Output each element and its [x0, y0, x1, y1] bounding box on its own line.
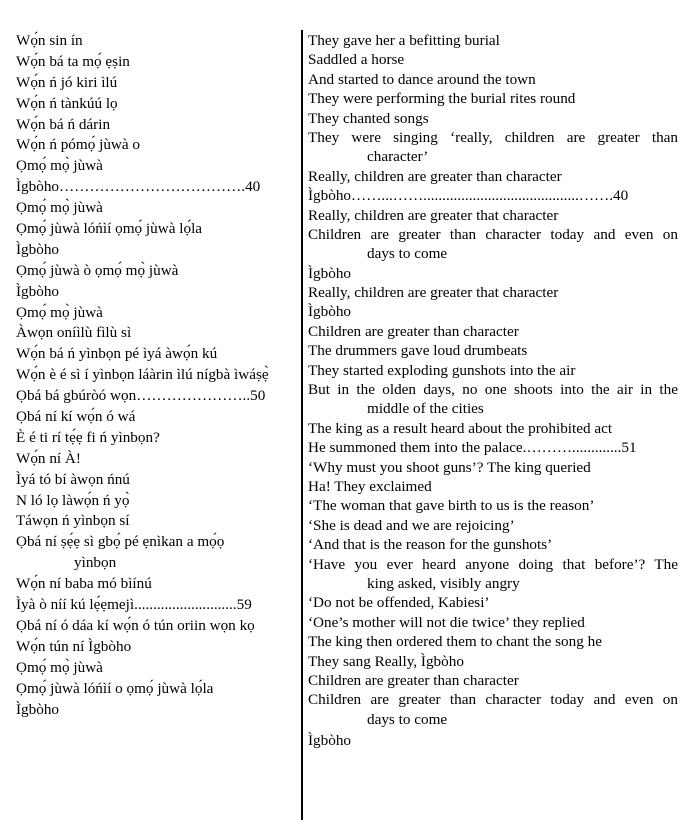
english-line: ‘The woman that gave birth to us is the reason’: [308, 497, 595, 515]
english-line: They were singing ‘really, children are greater than: [308, 128, 678, 146]
yoruba-line: Ọmọ́ mọ̀ jùwà: [16, 303, 103, 321]
yoruba-line: Ìyà ò níí kú lẹ́ẹmejì...........................59: [16, 596, 252, 614]
english-line-continuation: king asked, visibly angry: [367, 574, 520, 592]
english-line: Really, children are greater that character: [308, 206, 559, 224]
english-line: The king then ordered them to chant the song he: [308, 633, 602, 651]
english-line-continuation: middle of the cities: [367, 400, 484, 418]
column-divider: [301, 30, 303, 820]
yoruba-line: Ìyá tó bí àwọn ńnú: [16, 470, 130, 488]
english-line: Children are greater than character today and even on: [308, 691, 678, 709]
yoruba-line: N ló lọ làwọ́n ń yọ̀: [16, 491, 130, 509]
english-line: ‘Why must you shoot guns’? The king queried: [308, 458, 591, 476]
yoruba-line: È é ti rí tẹ́ẹ fi ń yìnbọn?: [16, 428, 160, 446]
yoruba-line: Ọbá ní ṣẹ́ẹ sì gbọ́ pé ẹnìkan a mọ́ọ: [16, 533, 225, 551]
yoruba-line: Wọ́n ń tànkúú lọ: [16, 94, 118, 112]
yoruba-line: Wọ́n ní baba mó bìínú: [16, 575, 152, 593]
yoruba-line: Wọ́n bá ń dárin: [16, 115, 111, 133]
yoruba-line: Ọmọ́ jùwà ò ọmọ́ mọ̀ jùwà: [16, 261, 179, 279]
english-line: Really, children are greater than character: [308, 167, 562, 185]
yoruba-text-column: [16, 31, 298, 720]
yoruba-line: Ìgbòho……………………………….40: [16, 178, 261, 196]
english-line: The drummers gave loud drumbeats: [308, 342, 528, 360]
english-line-continuation: character’: [367, 148, 429, 166]
yoruba-line: Ìgbòho: [16, 282, 60, 300]
english-line: But in the olden days, no one shoots into the air in the: [308, 381, 678, 399]
english-line: Ìgbòho: [308, 732, 352, 750]
english-line-continuation: days to come: [367, 245, 448, 263]
yoruba-line: Wọ́n bá ta mọ́ ẹṣin: [16, 52, 130, 70]
english-line: Ìgbòho: [308, 264, 352, 282]
yoruba-line: Ọmọ́ jùwà lóńìí ọmọ́ jùwà lọ́la: [16, 220, 203, 238]
yoruba-line: Ọmọ́ mọ̀ jùwà: [16, 199, 103, 217]
yoruba-line: Ọbá bá gbúròó wọn…………………..50: [16, 387, 266, 405]
english-line: He summoned them into the palace.……….............51: [308, 439, 637, 457]
english-line: Children are greater than character today and even on: [308, 225, 678, 243]
english-line: Ha! They exclaimed: [308, 477, 432, 495]
english-line: Children are greater than character: [308, 671, 519, 689]
yoruba-line: Àwọn oníìlù fìlù sì: [16, 324, 132, 342]
yoruba-line: Wọ́n ń jó kiri ìlú: [16, 73, 118, 91]
english-line: ‘Do not be offended, Kabiesi’: [308, 594, 490, 612]
yoruba-line: Wọ́n tún ní Ìgbòho: [16, 637, 132, 655]
english-line: The king as a result heard about the prohibited act: [308, 419, 613, 437]
english-line: They sang Really, Ìgbòho: [308, 652, 464, 670]
english-line: ‘And that is the reason for the gunshots’: [308, 536, 553, 554]
yoruba-line: Ọbá ní kí wọ́n ó wá: [16, 408, 136, 426]
yoruba-line: Ìgbòho: [16, 240, 60, 258]
english-translation-column: [308, 31, 678, 750]
english-line: Saddled a horse: [308, 51, 405, 69]
english-line: ‘She is dead and we are rejoicing’: [308, 516, 515, 534]
yoruba-line: Wọ́n ní À!: [16, 449, 81, 467]
english-line: Really, children are greater that character: [308, 284, 559, 302]
yoruba-line: Wọ́n è é sì í yìnbọn láàrin ìlú nígbà ìwáṣẹ̀: [16, 366, 269, 384]
english-line: Ìgbòho: [308, 303, 352, 321]
english-line: Ìgbòho……...…….........................................…….40: [308, 187, 629, 205]
yoruba-line: Ọbá ní ó dáa kí wọ́n ó tún oriin wọn kọ: [16, 616, 255, 634]
yoruba-line: Ọmọ́ mọ̀ jùwà: [16, 658, 103, 676]
english-line: ‘Have you ever heard anyone doing that before’? The: [308, 555, 678, 573]
english-line: Children are greater than character: [308, 322, 519, 340]
english-line: They gave her a befitting burial: [308, 32, 500, 49]
english-line: And started to dance around the town: [308, 70, 536, 88]
english-line: They started exploding gunshots into the air: [308, 361, 576, 379]
yoruba-line: Ọmọ́ mọ̀ jùwà: [16, 157, 103, 175]
yoruba-line: Ìgbòho: [16, 700, 60, 718]
english-line: They were performing the burial rites round: [308, 90, 576, 108]
english-line: ‘One’s mother will not die twice’ they replied: [308, 613, 585, 631]
yoruba-line: Wọ́n ń pómọ́ jùwà o: [16, 136, 141, 154]
english-line: They chanted songs: [308, 109, 429, 127]
yoruba-line: Wọ́n sin ín: [16, 32, 83, 49]
yoruba-line: Táwọn ń yìnbọn sí: [16, 512, 130, 530]
english-line-continuation: days to come: [367, 710, 448, 728]
yoruba-line: Wọ́n bá ń yìnbọn pé ìyá àwọ́n kú: [16, 345, 218, 363]
yoruba-line-continuation: yìnbọn: [74, 554, 117, 572]
yoruba-line: Ọmọ́ jùwà lóńìí o ọmọ́ jùwà lọ́la: [16, 679, 214, 697]
